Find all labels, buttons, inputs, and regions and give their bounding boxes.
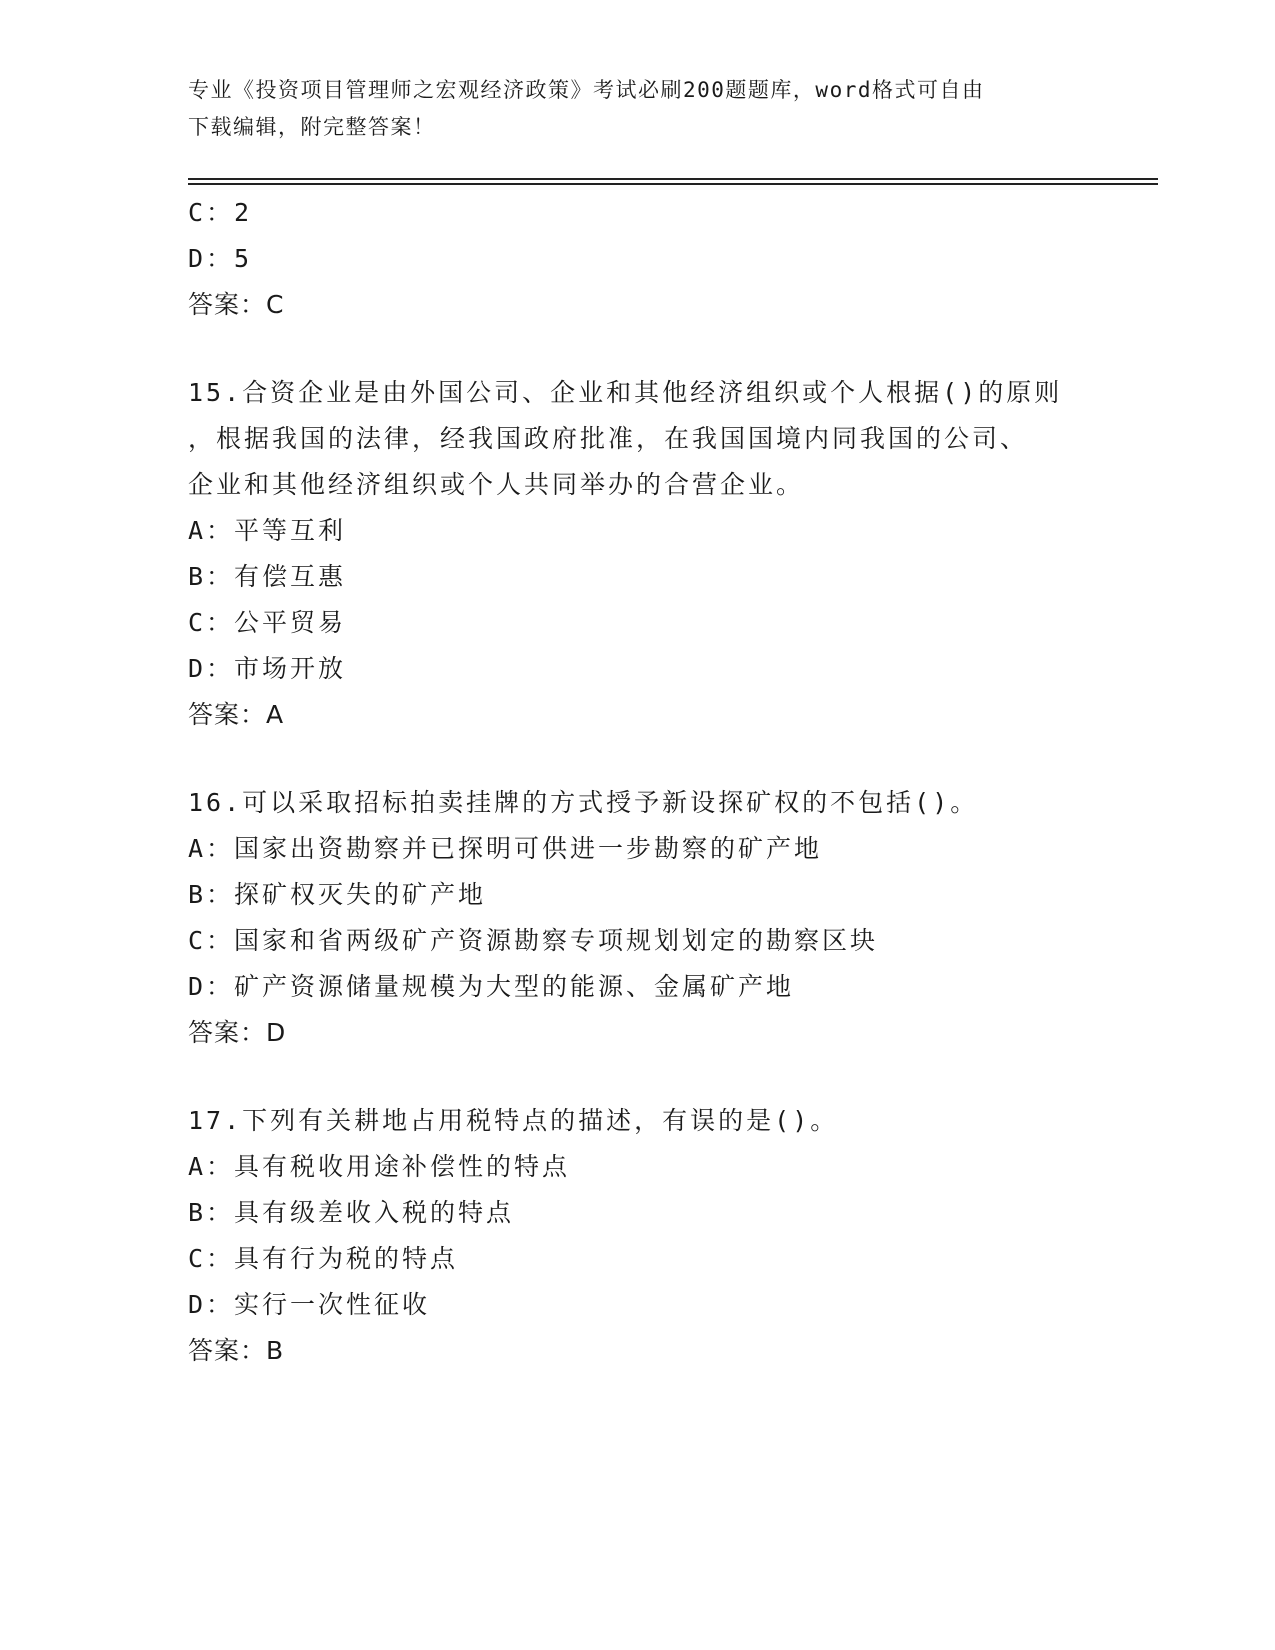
option-d: D：市场开放	[188, 654, 347, 683]
option-b: B：具有级差收入税的特点	[188, 1198, 515, 1227]
answer-value: A	[266, 700, 287, 729]
header-line-1: 专业《投资项目管理师之宏观经济政策》考试必刷200题题库，word格式可自由	[188, 78, 985, 102]
question-stem-line: 17.下列有关耕地占用税特点的描述，有误的是()。	[188, 1106, 839, 1135]
question-stem-line: 企业和其他经济组织或个人共同举办的合营企业。	[188, 470, 805, 499]
question-16	[188, 780, 1088, 1056]
answer-value: D	[266, 1018, 289, 1047]
option-b: B：有偿互惠	[188, 562, 347, 591]
question-content	[188, 190, 1088, 1374]
option-a: A：国家出资勘察并已探明可供进一步勘察的矿产地	[188, 834, 823, 863]
option-c: C：2	[188, 198, 253, 227]
option-a: A：平等互利	[188, 516, 347, 545]
document-header	[188, 72, 1088, 146]
option-a: A：具有税收用途补偿性的特点	[188, 1152, 571, 1181]
question-stem-line: 16.可以采取招标拍卖挂牌的方式授予新设探矿权的不包括()。	[188, 788, 979, 817]
header-rule-top	[188, 178, 1158, 180]
question-15	[188, 370, 1088, 738]
question-stem-line: ，根据我国的法律，经我国政府批准，在我国国境内同我国的公司、	[188, 424, 1029, 453]
answer-label: 答案：	[188, 1018, 267, 1047]
answer-line	[188, 692, 1088, 738]
option-d: D：实行一次性征收	[188, 1290, 431, 1319]
answer-label: 答案：	[188, 700, 267, 729]
question-stem-line: 15.合资企业是由外国公司、企业和其他经济组织或个人根据()的原则	[188, 378, 1063, 407]
answer-line	[188, 1010, 1088, 1056]
option-c: C：具有行为税的特点	[188, 1244, 459, 1273]
answer-value: B	[266, 1336, 287, 1365]
option-d: D：矿产资源储量规模为大型的能源、金属矿产地	[188, 972, 795, 1001]
answer-line	[188, 1328, 1088, 1374]
option-c: C：国家和省两级矿产资源勘察专项规划划定的勘察区块	[188, 926, 879, 955]
answer-label: 答案：	[188, 1336, 267, 1365]
answer-line	[188, 282, 1088, 328]
header-rule-bottom	[188, 183, 1158, 185]
prev-question-tail	[188, 190, 1088, 328]
answer-value: C	[266, 290, 287, 319]
answer-label: 答案：	[188, 290, 267, 319]
header-line-2: 下载编辑，附完整答案！	[188, 115, 436, 139]
question-17	[188, 1098, 1088, 1374]
option-c: C：公平贸易	[188, 608, 347, 637]
option-d: D：5	[188, 244, 253, 273]
option-b: B：探矿权灭失的矿产地	[188, 880, 487, 909]
